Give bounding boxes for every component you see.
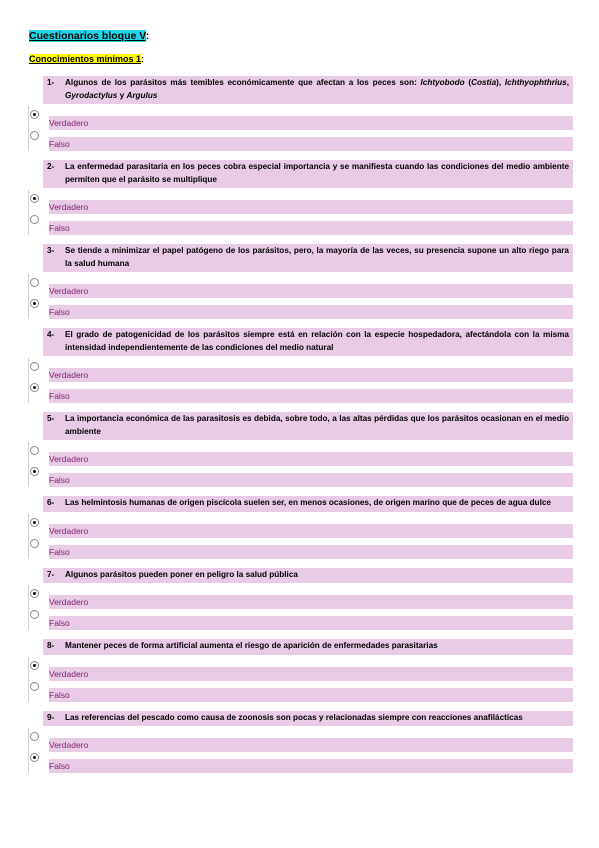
question-block <box>0 328 599 412</box>
option-label[interactable]: Falso <box>49 688 573 702</box>
radio-button[interactable] <box>30 753 39 762</box>
question-number: 1- <box>47 78 55 87</box>
option-label[interactable]: Verdadero <box>49 524 573 538</box>
option-label[interactable]: Verdadero <box>49 284 573 298</box>
radio-button[interactable] <box>30 467 39 476</box>
option-falso[interactable] <box>0 383 599 404</box>
question-spacer <box>0 631 599 639</box>
radio-button[interactable] <box>30 446 39 455</box>
radio-button[interactable] <box>30 299 39 308</box>
radio-button[interactable] <box>30 194 39 203</box>
question-spacer <box>0 488 599 496</box>
question-spacer <box>0 152 599 160</box>
question-spacer <box>0 560 599 568</box>
question-block <box>0 412 599 496</box>
question-number: 9- <box>47 712 55 722</box>
question-block <box>0 244 599 328</box>
option-label[interactable]: Falso <box>49 137 573 151</box>
question-spacer <box>0 320 599 328</box>
radio-button[interactable] <box>30 518 39 527</box>
option-falso[interactable] <box>0 467 599 488</box>
question-spacer <box>0 404 599 412</box>
radio-button[interactable] <box>30 383 39 392</box>
option-label[interactable]: Falso <box>49 616 573 630</box>
radio-button[interactable] <box>30 215 39 224</box>
option-falso[interactable] <box>0 131 599 152</box>
question-block <box>0 568 599 640</box>
radio-button[interactable] <box>30 589 39 598</box>
page-title-text: Cuestionarios bloque V <box>29 30 146 42</box>
option-label[interactable]: Verdadero <box>49 200 573 214</box>
question-text <box>43 160 573 188</box>
option-label[interactable]: Verdadero <box>49 452 573 466</box>
radio-button[interactable] <box>30 131 39 140</box>
option-label[interactable]: Verdadero <box>49 595 573 609</box>
answer-options <box>0 732 599 774</box>
answer-options <box>0 278 599 320</box>
question-statement: Las referencias del pescado como causa de zoonosis son pocas y relacionadas siempre con reacciones anafilácticas <box>65 712 523 722</box>
option-falso[interactable] <box>0 753 599 774</box>
option-label[interactable]: Verdadero <box>49 116 573 130</box>
option-label[interactable]: Falso <box>49 473 573 487</box>
option-label[interactable]: Falso <box>49 389 573 403</box>
section-subtitle <box>29 54 144 64</box>
answer-options <box>0 194 599 236</box>
question-text <box>43 568 573 584</box>
question-text <box>43 711 573 727</box>
question-spacer <box>0 774 599 782</box>
radio-button[interactable] <box>30 362 39 371</box>
question-statement: La enfermedad parasitaria en los peces cobra especial importancia y se manifiesta cuando las condiciones del medio ambiente permiten que el parásito se multiplique <box>65 162 569 184</box>
question-number: 3- <box>47 246 55 255</box>
option-label[interactable]: Verdadero <box>49 368 573 382</box>
answer-options <box>0 518 599 560</box>
radio-button[interactable] <box>30 110 39 119</box>
question-number: 2- <box>47 162 55 171</box>
option-label[interactable]: Falso <box>49 305 573 319</box>
option-label[interactable]: Falso <box>49 759 573 773</box>
question-statement: La importancia económica de las parasitosis es debida, sobre todo, a las altas pérdidas que los parásitos ocasionan en el medio ambiente <box>65 414 569 436</box>
question-statement: Algunos parásitos pueden poner en peligro la salud pública <box>65 569 298 579</box>
question-number: 6- <box>47 498 55 507</box>
quiz-list <box>0 76 599 782</box>
question-text <box>43 412 573 440</box>
radio-button[interactable] <box>30 661 39 670</box>
question-statement: Se tiende a minimizar el papel patógeno de los parásitos, pero, la mayoría de las veces, su presencia supone un alto riego para la salud humana <box>65 246 569 268</box>
question-number: 7- <box>47 569 55 579</box>
question-statement: Algunos de los parásitos más temibles económicamente que afectan a los peces son: Ichtyobodo (Costia), Ichthyophthrius, Gyrodactylus y Argulus <box>65 78 569 100</box>
question-block <box>0 496 599 568</box>
answer-options <box>0 589 599 631</box>
section-subtitle-text: Conocimientos mínimos 1 <box>29 54 142 64</box>
page-title <box>29 30 149 42</box>
question-spacer <box>0 236 599 244</box>
question-text <box>43 244 573 272</box>
question-block <box>0 711 599 783</box>
question-number: 5- <box>47 414 55 423</box>
radio-button[interactable] <box>30 539 39 548</box>
question-statement: Las helmintosis humanas de origen piscícola suelen ser, en menos ocasiones, de origen marino que de peces de agua dulce <box>65 498 551 507</box>
answer-options <box>0 362 599 404</box>
section-subtitle-suffix: : <box>141 54 145 64</box>
radio-button[interactable] <box>30 682 39 691</box>
question-text <box>43 328 573 356</box>
option-falso[interactable] <box>0 682 599 703</box>
answer-options <box>0 110 599 152</box>
question-text <box>43 76 573 104</box>
question-block <box>0 76 599 160</box>
question-statement: Mantener peces de forma artificial aumenta el riesgo de aparición de enfermedades parasitarias <box>65 641 438 650</box>
answer-options <box>0 446 599 488</box>
page-title-suffix: : <box>145 30 150 42</box>
option-falso[interactable] <box>0 539 599 560</box>
option-label[interactable]: Falso <box>49 221 573 235</box>
option-falso[interactable] <box>0 610 599 631</box>
question-text <box>43 496 573 512</box>
option-falso[interactable] <box>0 215 599 236</box>
question-number: 8- <box>47 641 55 650</box>
question-spacer <box>0 703 599 711</box>
question-number: 4- <box>47 330 55 339</box>
option-label[interactable]: Verdadero <box>49 738 573 752</box>
question-block <box>0 160 599 244</box>
option-falso[interactable] <box>0 299 599 320</box>
radio-button[interactable] <box>30 610 39 619</box>
radio-button[interactable] <box>30 278 39 287</box>
option-label[interactable]: Verdadero <box>49 667 573 681</box>
radio-button[interactable] <box>30 732 39 741</box>
question-statement: El grado de patogenicidad de los parásitos siempre está en relación con la especie hospedadora, afectándola con la misma intensidad independientemente de las condiciones del medio natural <box>65 330 569 352</box>
question-block <box>0 639 599 711</box>
question-text <box>43 639 573 655</box>
answer-options <box>0 661 599 703</box>
option-label[interactable]: Falso <box>49 545 573 559</box>
